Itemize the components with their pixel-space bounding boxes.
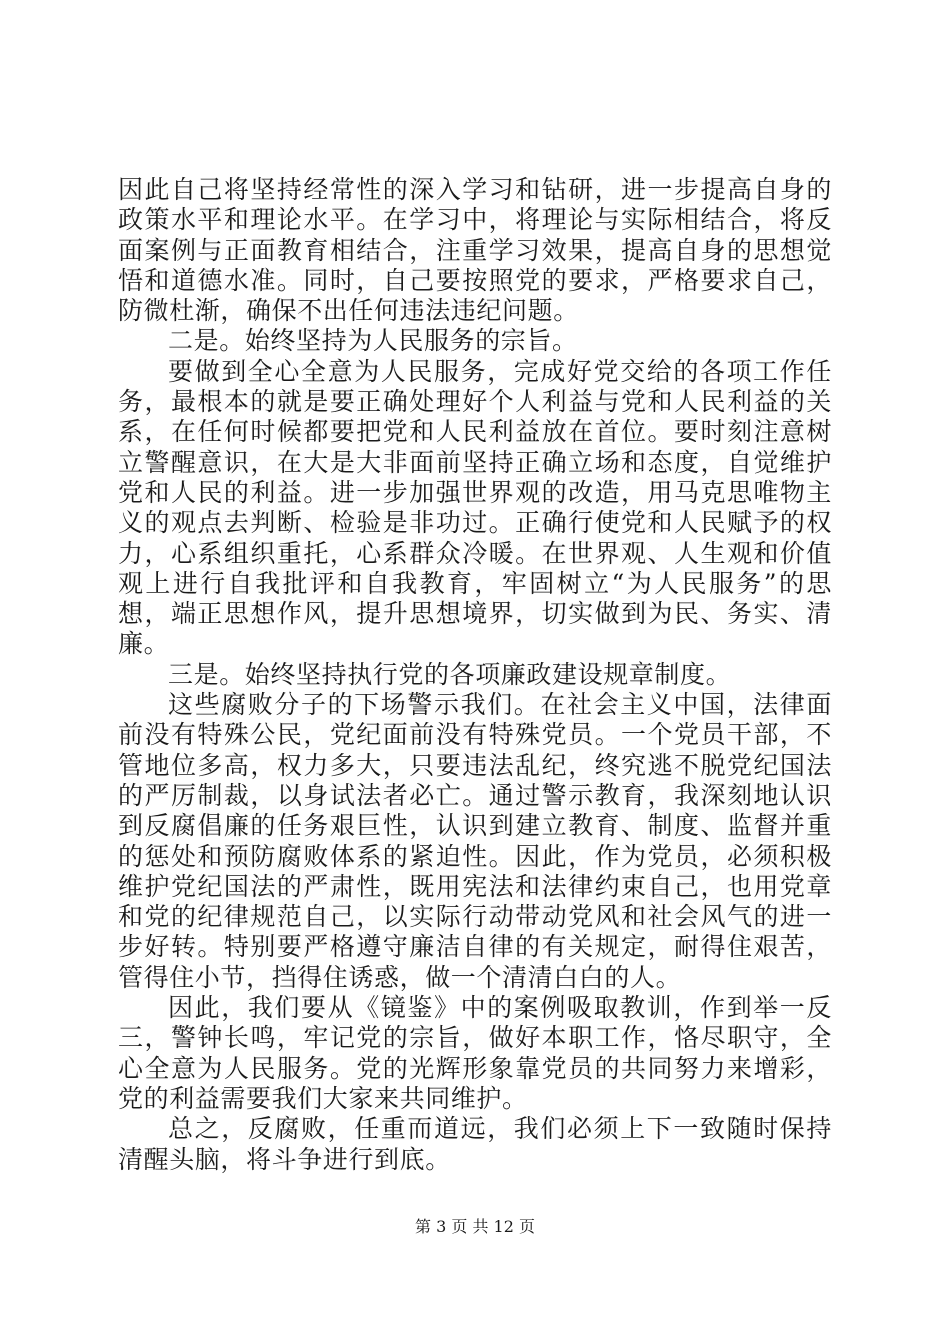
document-body <box>118 175 832 1175</box>
page-number-footer: 第 3 页 共 12 页 <box>415 1217 535 1236</box>
paragraph: 这些腐败分子的下场警示我们。在社会主义中国，法律面前没有特殊公民，党纪面前没有特殊党员。一个党员干部，不管地位多高，权力多大，只要违法乱纪，终究逃不脱党纪国法的严厉制裁，以身试法者必亡。通过警示教育，我深刻地认识到反腐倡廉的任务艰巨性，认识到建立教育、制度、监督并重的惩处和预防腐败体系的紧迫性。因此，作为党员，必须积极维护党纪国法的严肃性，既用宪法和法律约束自己，也用党章和党的纪律规范自己，以实际行动带动党风和社会风气的进一步好转。特别要严格遵守廉洁自律的有关规定，耐得住艰苦，管得住小节，挡得住诱惑，做一个清清白白的人。 <box>118 690 832 992</box>
paragraph: 要做到全心全意为人民服务，完成好党交给的各项工作任务，最根本的就是要正确处理好个人利益与党和人民利益的关系，在任何时候都要把党和人民利益放在首位。要时刻注意树立警醒意识，在大是大非面前坚持正确立场和态度，自觉维护党和人民的利益。进一步加强世界观的改造，用马克思唯物主义的观点去判断、检验是非功过。正确行使党和人民赋予的权力，心系组织重托，心系群众冷暖。在世界观、人生观和价值观上进行自我批评和自我教育，牢固树立“为人民服务”的思想，端正思想作风，提升思想境界，切实做到为民、务实、清廉。 <box>118 356 832 659</box>
paragraph: 因此自己将坚持经常性的深入学习和钻研，进一步提高自身的政策水平和理论水平。在学习中，将理论与实际相结合，将反面案例与正面教育相结合，注重学习效果，提高自身的思想觉悟和道德水准。同时，自己要按照党的要求，严格要求自己，防微杜渐，确保不出任何违法违纪问题。 <box>118 175 832 326</box>
paragraph: 因此，我们要从《镜鉴》中的案例吸取教训，作到举一反三，警钟长鸣，牢记党的宗旨，做好本职工作，恪尽职守，全心全意为人民服务。党的光辉形象靠党员的共同努力来增彩，党的利益需要我们大家来共同维护。 <box>118 993 832 1113</box>
paragraph: 总之，反腐败，任重而道远，我们必须上下一致随时保持清醒头脑，将斗争进行到底。 <box>118 1114 832 1174</box>
paragraph-heading: 三是。始终坚持执行党的各项廉政建设规章制度。 <box>168 659 732 689</box>
paragraph-heading: 二是。始终坚持为人民服务的宗旨。 <box>168 326 578 356</box>
